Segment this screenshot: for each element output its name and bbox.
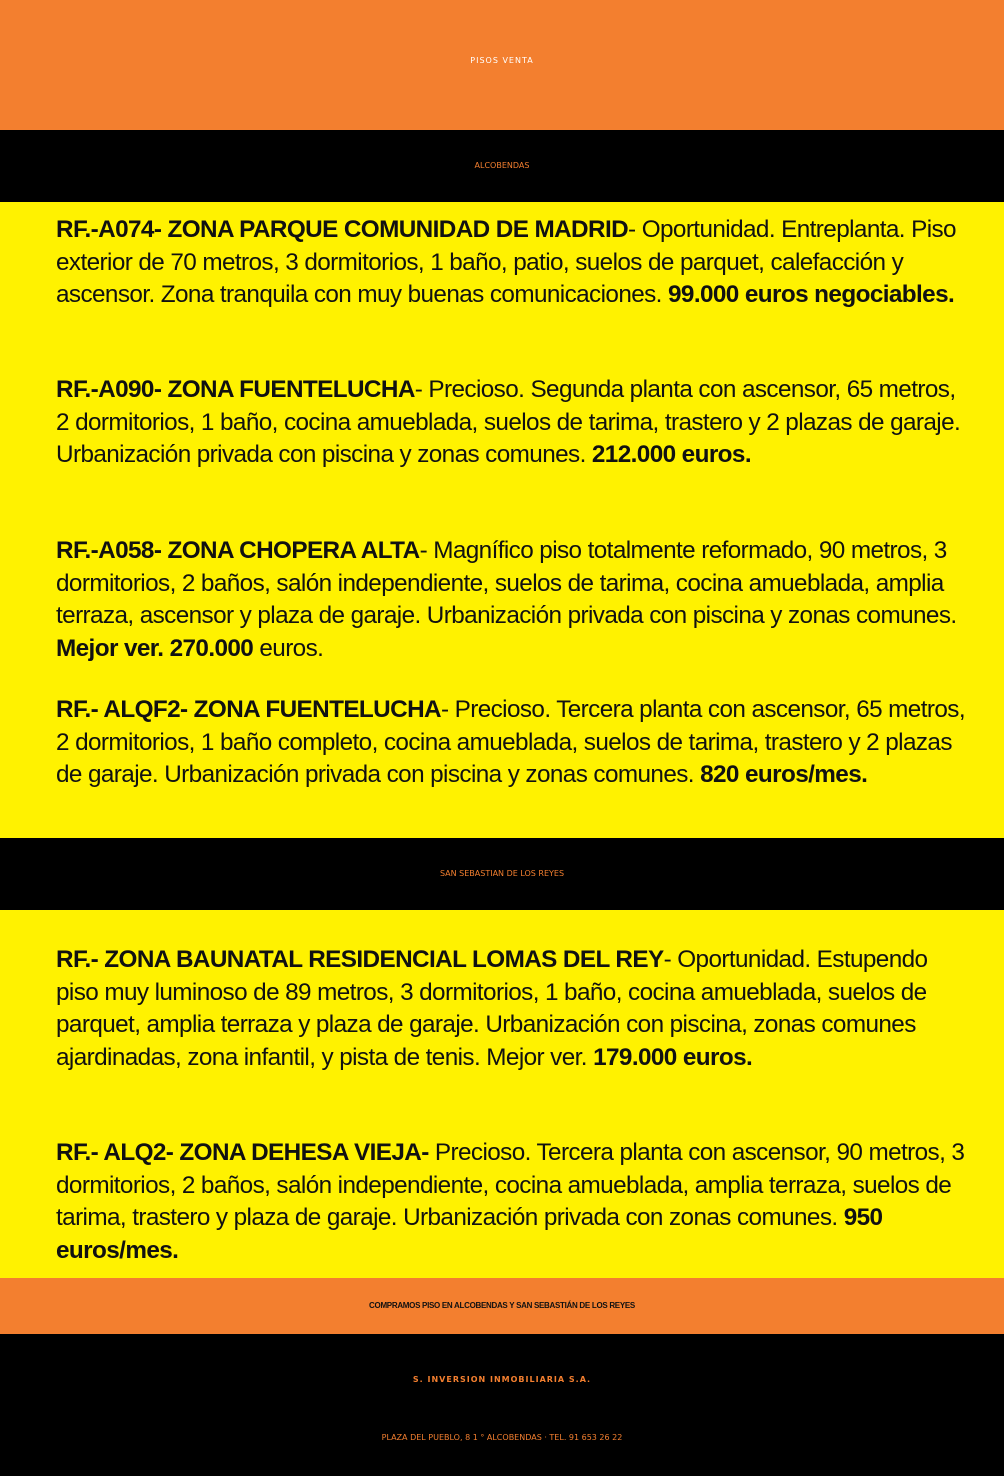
listing-price: Mejor ver. 270.000 [56,634,254,662]
listing-description: - Oportunidad. Estupendo piso muy luminoso de 89 metros, 3 dormitorios, 1 baño, cocina amueblada, suelos de parquet, amplia terraza y plaza de garaje. Urbanización con piscina, zonas comunes ajardinadas, zona infantil, y pista de tenis. Mejor ver. [56,946,928,1071]
listing-baunatal [56,944,972,1074]
listing-description: - Precioso. Segunda planta con ascensor, 65 metros, 2 dormitorios, 1 baño, cocina amueblada, suelos de tarima, trastero y 2 plazas de garaje. Urbanización privada con piscina y zonas comunes. [56,376,961,468]
listing-a090 [56,374,972,472]
listing-price: 820 euros/mes. [700,761,868,788]
footer [0,1334,1004,1476]
listing-a074 [56,214,972,312]
listing-ref: RF.-A074- ZONA PARQUE COMUNIDAD DE MADRID [56,216,629,243]
listing-ref: RF.-A090- ZONA FUENTELUCHA [56,376,415,403]
page-title: PISOS VENTA [470,56,534,65]
listing-ref: RF.-A058- ZONA CHOPERA ALTA [56,537,420,564]
listing-price: 950 euros/mes. [56,1204,883,1264]
buy-banner: COMPRAMOS PISO EN ALCOBENDAS Y SAN SEBASTIÁN DE LOS REYES [0,1278,1004,1334]
listing-description: - Oportunidad. Entreplanta. Piso exterior de 70 metros, 3 dormitorios, 1 baño, patio, suelos de parquet, calefacción y ascensor. Zona tranquila con muy buenas comunicaciones. [56,216,956,308]
listing-description: Precioso. Tercera planta con ascensor, 90 metros, 3 dormitorios, 2 baños, salón independiente, cocina amueblada, amplia terraza, suelos de tarima, trastero y plaza de garaje. Urbanización privada con zonas comunes. [56,1139,965,1231]
section-heading-san-sebastian: SAN SEBASTIAN DE LOS REYES [0,838,1004,910]
listing-a058 [56,535,972,665]
title-band [0,0,1004,130]
listing-ref: RF.- ALQ2- ZONA DEHESA VIEJA- [56,1139,429,1166]
listing-alqf2 [56,694,972,792]
listing-alq2 [56,1137,972,1267]
listing-price: 99.000 euros negociables. [668,281,955,308]
company-name: S. INVERSION INMOBILIARIA S.A. [412,1375,592,1384]
company-address: PLAZA DEL PUEBLO, 8 1 ° ALCOBENDAS · TEL. 91 653 26 22 [381,1433,623,1442]
listing-price-suffix: euros. [253,634,324,662]
section-heading-alcobendas: ALCOBENDAS [0,130,1004,202]
listing-description: - Precioso. Tercera planta con ascensor, 65 metros, 2 dormitorios, 1 baño completo, cocina amueblada, suelos de tarima, trastero y 2 plazas de garaje. Urbanización privada con piscina y zonas comunes. [56,696,965,788]
listing-ref: RF.- ALQF2- ZONA FUENTELUCHA [56,696,441,723]
listing-ref: RF.- ZONA BAUNATAL RESIDENCIAL LOMAS DEL REY [56,946,664,973]
listing-description: - Magnífico piso totalmente reformado, 90 metros, 3 dormitorios, 2 baños, salón independiente, suelos de tarima, cocina amueblada, amplia terraza, ascensor y plaza de garaje. Urbanización privada con piscina y zonas comunes. [56,537,957,629]
listing-price: 212.000 euros. [591,441,751,468]
listing-price: 179.000 euros. [593,1043,753,1071]
